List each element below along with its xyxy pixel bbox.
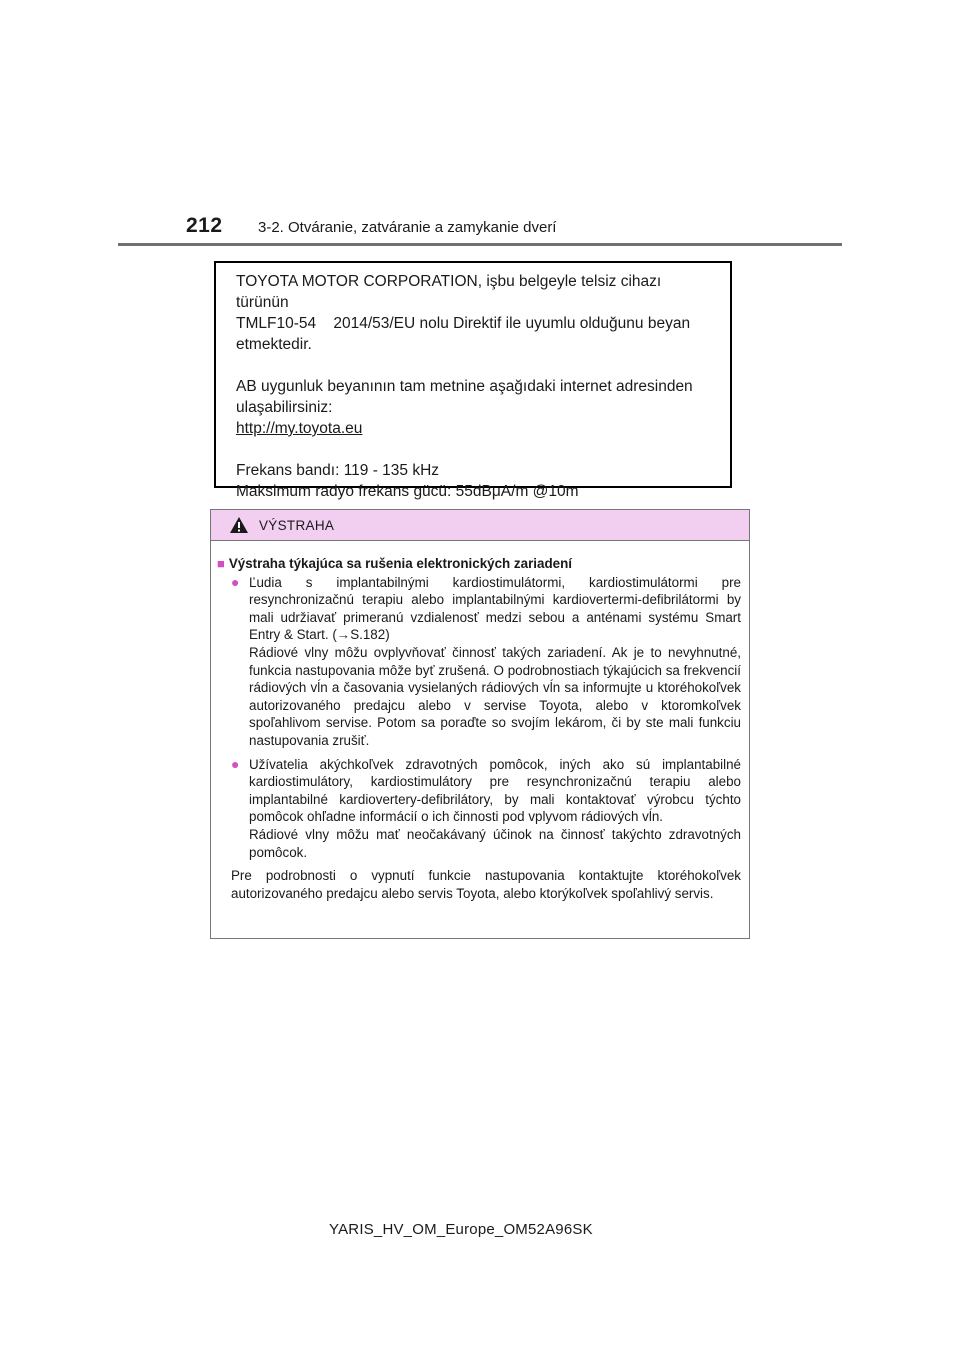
warning-heading (217, 555, 741, 573)
bullet-text: Ľudia s implantabilnými kardiostimulátormi, kardiostimulátormi pre resynchronizačnú terapiu alebo implantabilnými kardiovertermi-defibrilátormi by mali udržiavať primeranú vzdialenosť medzi sebou a anténami systému Smart Entry & Start. (→S.182) (249, 574, 741, 643)
square-bullet-icon: ■ (217, 556, 225, 571)
declaration-line: AB uygunluk beyanının tam metnine aşağıdaki internet adresinden (236, 378, 693, 395)
declaration-paragraph-1 (236, 271, 712, 355)
warning-header (211, 510, 749, 541)
document-code: YARIS_HV_OM_Europe_OM52A96SK (329, 1221, 593, 1238)
bullet-text: Užívatelia akýchkoľvek zdravotných pomôcok, iných ako sú implantabilné kardiostimulátory, kardiostimulátory pre resynchronizačnú terapiu alebo implantabilné kardiovertery-defibrilátory, by mali kontaktovať výrobcu týchto pomôcok ohľadne informácií o ich činnosti pod vplyvom rádiových vĺn. (249, 756, 741, 825)
warning-box (210, 509, 750, 939)
declaration-of-conformity-box (214, 261, 732, 500)
warning-closing-text: Pre podrobnosti o vypnutí funkcie nastupovania kontaktujte ktoréhokoľvek autorizovaného predajcu alebo servis Toyota, alebo ktorýkoľvek spoľahlivý servis. (231, 868, 741, 901)
declaration-line: etmektedir. (236, 336, 312, 353)
declaration-paragraph-3 (236, 460, 712, 502)
bullet-text: Rádiové vlny môžu mať neočakávaný účinok na činnosť takýchto zdravotných pomôcok. (249, 826, 741, 860)
header-divider (118, 243, 842, 246)
toyota-url-link[interactable]: http://my.toyota.eu (236, 420, 363, 437)
declaration-paragraph-2 (236, 376, 712, 439)
page-number: 212 (186, 214, 223, 237)
warning-triangle-icon (229, 516, 249, 534)
circle-bullet-icon: ● (231, 755, 240, 772)
warning-body (211, 541, 749, 902)
bullet-text: Rádiové vlny môžu ovplyvňovať činnosť takých zariadení. Ak je to nevyhnutné, funkcia nastupovania môže byť zrušená. O podrobnostiach týkajúcich sa frekvencií rádiových vĺn a časovania vysielaných rádiových vĺn sa informujte u ktoréhokoľvek autorizovaného predajcu alebo v servise Toyota, alebo v ktoromkoľvek spoľahlivom servise. Potom sa poraďte so svojím lekárom, či by ste mali funkciu nastupovania zrušiť. (249, 644, 741, 748)
declaration-line: ulaşabilirsiniz: (236, 399, 333, 416)
warning-bullet-item (217, 756, 741, 862)
warning-label: VÝSTRAHA (259, 517, 335, 533)
warning-heading-text: Výstraha týkajúca sa rušenia elektronických zariadení (228, 556, 572, 571)
declaration-line: TMLF10-54 2014/53/EU nolu Direktif ile uyumlu olduğunu beyan (236, 315, 691, 332)
frequency-band: Frekans bandı: 119 - 135 kHz (236, 462, 440, 479)
section-title: 3-2. Otváranie, zatváranie a zamykanie dverí (258, 219, 557, 236)
max-rf-power: Maksimum radyo frekans gücü: 55dBμA/m @10m (236, 483, 579, 500)
circle-bullet-icon: ● (231, 573, 240, 590)
warning-bullet-item (217, 574, 741, 750)
declaration-line: TOYOTA MOTOR CORPORATION, işbu belgeyle telsiz cihazı türünün (236, 273, 662, 311)
